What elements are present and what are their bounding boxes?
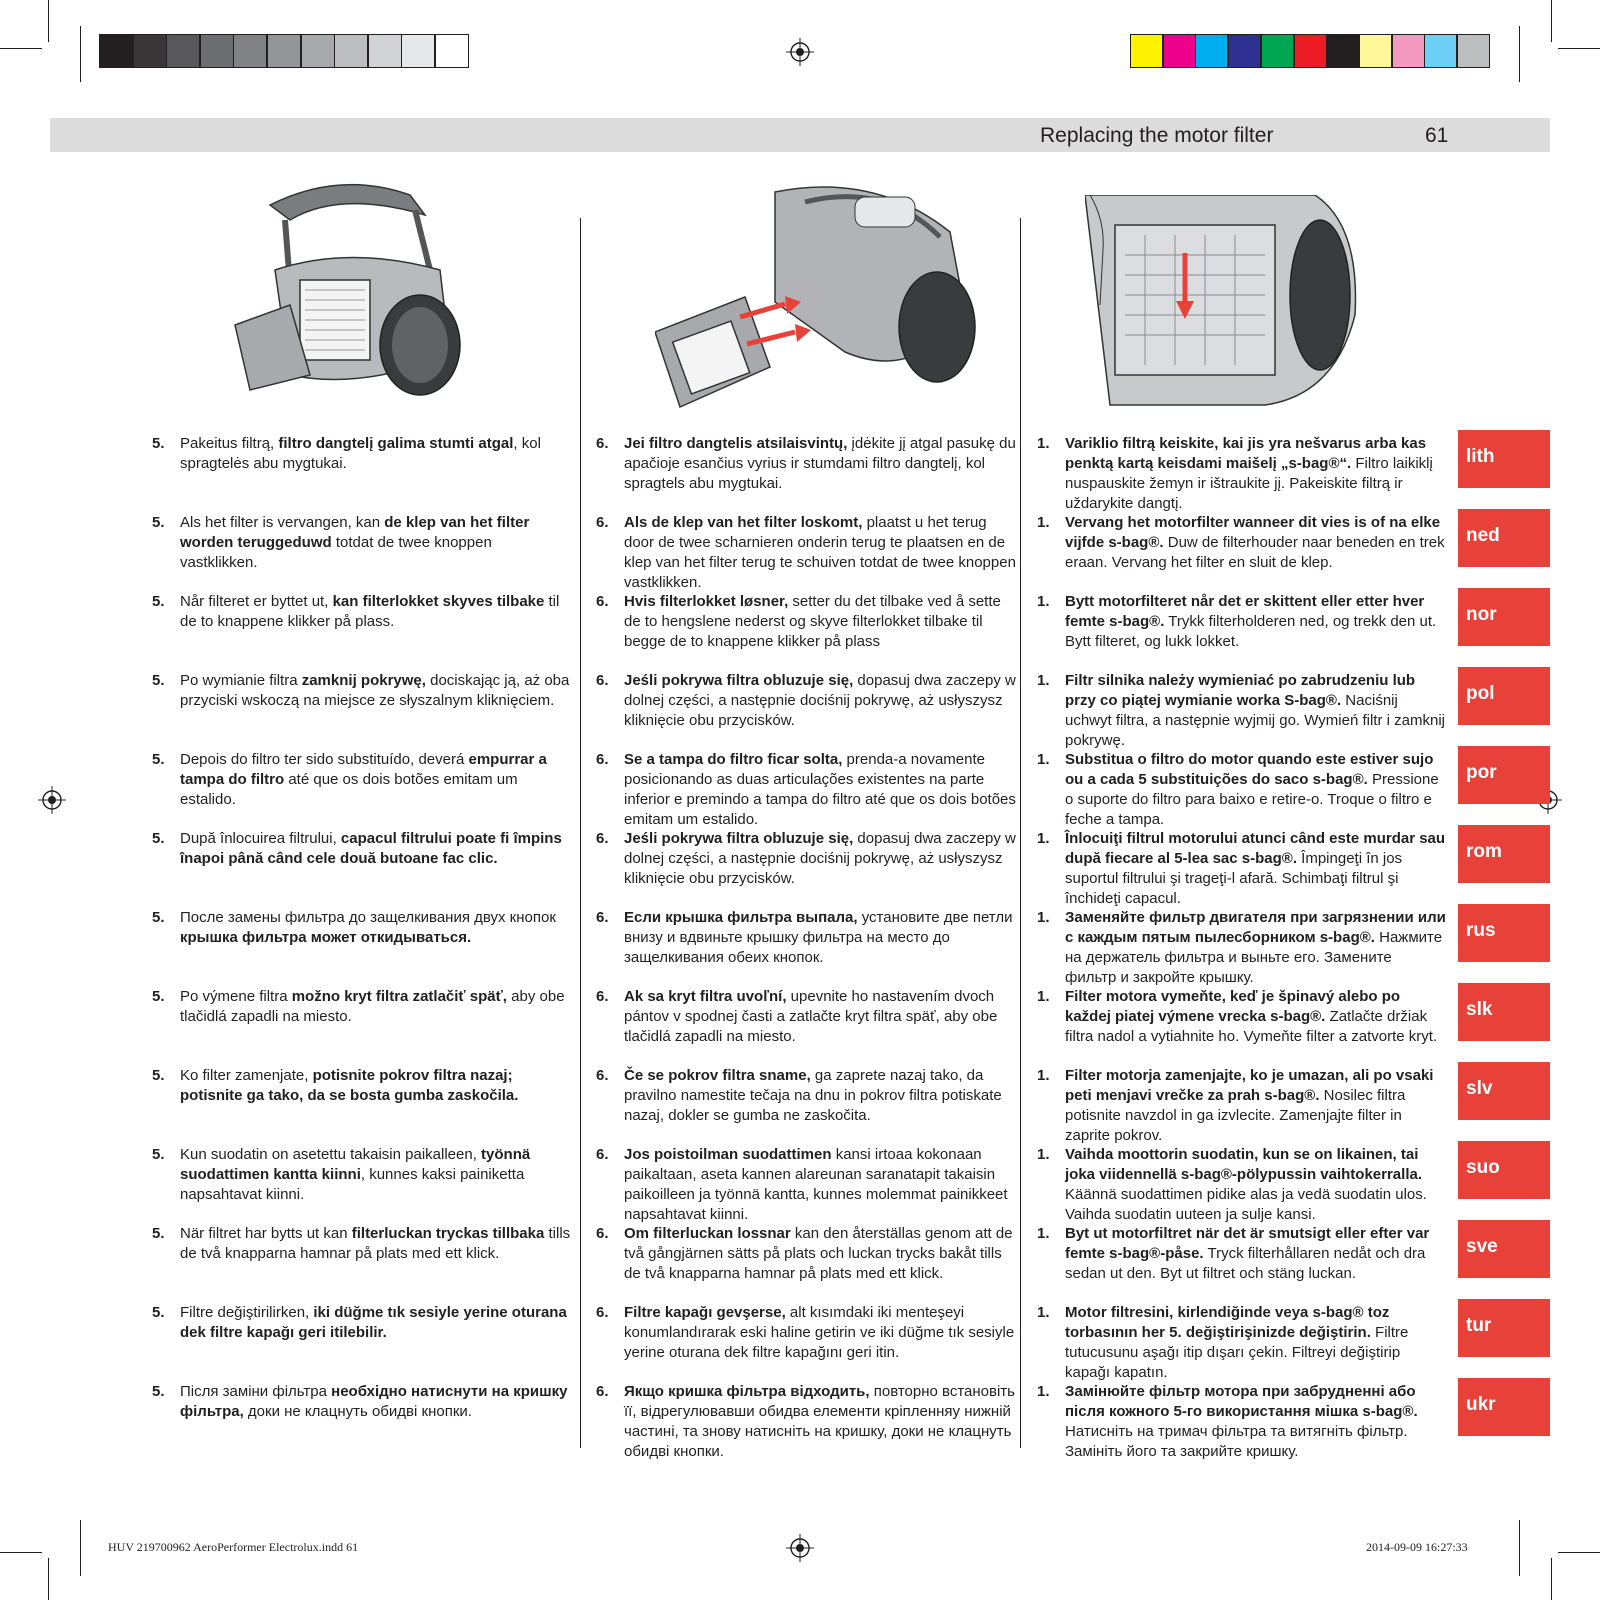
step-text	[1065, 1066, 1447, 1146]
column-divider	[580, 218, 581, 1448]
color-swatch	[1457, 34, 1490, 68]
color-swatch	[1392, 34, 1425, 68]
gray-swatch	[301, 34, 335, 68]
step-text-bold: Заменяйте фильтр двигателя при загрязнении или с каждым пятым пылесборником s-bag®.	[1065, 909, 1446, 946]
registration-mark-icon	[786, 38, 814, 66]
language-tab-rom: rom	[1458, 825, 1550, 883]
step-text-bold: Замінюйте фільтр мотора при забрудненні або після кожного 5-го використання мішка s-bag®.	[1065, 1383, 1418, 1420]
step-number: 5.	[152, 1225, 165, 1242]
page-number: 61	[1425, 124, 1449, 147]
step-number: 1.	[1037, 751, 1050, 768]
step-text	[180, 829, 572, 869]
gray-swatch	[166, 34, 200, 68]
step-text-bold: Filter motorja zamenjajte, ko je umazan, ali po vsaki peti menjavi vrečke za prah s-bag®.	[1065, 1067, 1434, 1104]
step-number: 5.	[152, 1146, 165, 1163]
gray-swatch	[368, 34, 402, 68]
step-text-bold: Jei filtro dangtelis atsilaisvintų,	[624, 435, 848, 452]
step-text-bold: zamknij pokrywę,	[301, 672, 426, 689]
step-number: 1.	[1037, 1225, 1050, 1242]
step-text-plain: Nosilec filtra potisnite navzdol in ga izvlecite. Zamenjajte filter in zaprite pokrov.	[1065, 1087, 1406, 1144]
color-swatch	[1424, 34, 1457, 68]
crop-mark	[0, 48, 42, 49]
step-text-plain: Kun suodatin on asetettu takaisin paikalleen,	[180, 1146, 482, 1163]
step-text-plain: upevnite ho nastavením dvoch pántov v spodnej časti a zatlačte kryt filtra späť, aby obe tlačidlá zapadli na miesto.	[624, 988, 998, 1045]
footer-file-name: HUV 219700962 AeroPerformer Electrolux.indd 61	[108, 1540, 359, 1554]
filter-cover-open-illustration	[230, 175, 470, 415]
step-text-plain: aby obe tlačidlá zapadli na miesto.	[180, 988, 565, 1025]
step-text	[180, 513, 572, 573]
step-text	[1065, 987, 1447, 1047]
footer-timestamp: 2014-09-09 16:27:33	[1366, 1540, 1468, 1554]
step-text-plain: dopasuj dwa zaczepy w dolnej części, a następnie dociśnij pokrywę, aż usłyszysz kliknięcie obu przycisków.	[624, 830, 1016, 887]
gray-swatch	[133, 34, 167, 68]
crop-mark	[1519, 1520, 1520, 1576]
step-text-bold: Filtre kapağı gevşerse,	[624, 1304, 786, 1321]
step-text-bold: možno kryt filtra zatlačiť späť,	[291, 988, 507, 1005]
step-number: 5.	[152, 593, 165, 610]
step-text	[1065, 1145, 1447, 1225]
registration-mark-icon	[786, 1534, 814, 1562]
step-text	[1065, 1382, 1447, 1462]
step-text-bold: Jos poistoilman suodattimen	[624, 1146, 832, 1163]
gray-swatch	[99, 34, 133, 68]
step-text	[1065, 908, 1447, 988]
step-text-plain: Натисніть на тримач фільтра та витягніть фільтр. Замініть його та закрийте кришку.	[1065, 1423, 1408, 1460]
step-text-plain: Zatlačte držiak filtra nadol a vytiahnite ho. Vymeňte filter a zatvorte kryt.	[1065, 1008, 1438, 1045]
step-text-bold: Byt ut motorfiltret när det är smutsigt eller efter var femte s-bag®-påse.	[1065, 1225, 1430, 1262]
crop-mark	[48, 1558, 49, 1600]
step-text-bold: крышка фильтра может откидываться.	[180, 929, 472, 946]
step-text-plain: Käännä suodattimen pidike alas ja vedä suodatin ulos. Vaihda suodatin uuteen ja sulje kansi.	[1065, 1186, 1427, 1223]
step-number: 1.	[1037, 435, 1050, 452]
step-text-plain: plaatst u het terug door de twee scharnieren onderin terug te plaatsen en de klep van het filter terug te schuiven totdat de twee knoppen vastklikken.	[624, 514, 1016, 591]
step-number: 6.	[596, 1304, 609, 1321]
step-number: 1.	[1037, 1304, 1050, 1321]
crop-mark	[1558, 48, 1600, 49]
step-number: 1.	[1037, 1146, 1050, 1163]
color-swatch	[1130, 34, 1163, 68]
step-text-plain: Po výmene filtra	[180, 988, 292, 1005]
step-text	[624, 1382, 1016, 1462]
step-number: 1.	[1037, 1067, 1050, 1084]
step-text-plain: Trykk filterholderen ned, og trekk den ut. Bytt filteret, og lukk lokket.	[1065, 613, 1437, 650]
step-text	[624, 987, 1016, 1047]
step-text	[624, 750, 1016, 830]
step-text-bold: filterluckan tryckas tillbaka	[351, 1225, 545, 1242]
step-text-plain: kansi irtoaa kokonaan paikaltaan, aseta kannen alareunan saranatapit takaisin paikoilleen ja työnnä kantta, kunnes molemmat painikkeet napsahtavat kiinni.	[624, 1146, 1008, 1223]
crop-mark	[1519, 26, 1520, 82]
step-text	[624, 592, 1016, 652]
step-text-bold: Якщо кришка фільтра відходить,	[624, 1383, 870, 1400]
step-text	[624, 1066, 1016, 1126]
step-text-plain: Duw de filterhouder naar beneden en trek eraan. Vervang het filter en sluit de klep.	[1065, 534, 1445, 571]
step-text-bold: Filter motora vymeňte, keď je špinavý alebo po každej piatej výmene vrecka s-bag®.	[1065, 988, 1401, 1025]
step-number: 6.	[596, 830, 609, 847]
crop-mark	[80, 26, 81, 82]
color-swatch	[1228, 34, 1261, 68]
gray-swatch	[233, 34, 267, 68]
step-text-bold: Če se pokrov filtra sname,	[624, 1067, 811, 1084]
step-number: 5.	[152, 514, 165, 531]
step-text	[624, 513, 1016, 593]
step-number: 5.	[152, 1304, 165, 1321]
language-tab-tur: tur	[1458, 1299, 1550, 1357]
step-text	[1065, 1224, 1447, 1284]
step-number: 6.	[596, 751, 609, 768]
step-text-plain: Filtre değiştirilirken,	[180, 1304, 314, 1321]
registration-mark-icon	[38, 786, 66, 814]
step-text	[624, 1224, 1016, 1284]
step-text-plain: , kunnes kaksi painiketta napsahtavat kiinni.	[180, 1166, 525, 1203]
step-text-bold: Если крышка фильтра выпала,	[624, 909, 858, 926]
step-text	[180, 987, 572, 1027]
step-text-bold: iki düğme tık sesiyle yerine oturana dek filtre kapağı geri itilebilir.	[180, 1304, 567, 1341]
header-bar	[50, 118, 1550, 152]
step-number: 1.	[1037, 988, 1050, 1005]
step-text	[624, 1303, 1016, 1363]
step-text	[624, 434, 1016, 494]
crop-mark	[1551, 0, 1552, 42]
step-text-plain: Filtro laikiklį nuspauskite žemyn ir ištraukite jį. Pakeiskite filtrą ir uždarykite dangtį.	[1065, 455, 1433, 512]
step-text-plain: После замены фильтра до защелкивания двух кнопок	[180, 909, 556, 926]
step-text-plain: prenda-a novamente posicionando as duas articulações existentes na parte inferior e premindo a tampa do filtro até que os dois botões emitam um estalido.	[624, 751, 1016, 828]
column-divider	[1020, 218, 1021, 1448]
step-text	[624, 829, 1016, 889]
step-number: 1.	[1037, 593, 1050, 610]
step-number: 5.	[152, 988, 165, 1005]
step-text-bold: необхідно натиснути на кришку фільтра,	[180, 1383, 568, 1420]
step-text-plain: įdėkite jį atgal pasukę du apačioje esančius vyrius ir stumdami filtro dangtelį, kol spragtels abu mygtukai.	[624, 435, 1016, 492]
step-text-bold: työnnä suodattimen kantta kiinni	[180, 1146, 531, 1183]
step-text-bold: Hvis filterlokket løsner,	[624, 593, 789, 610]
filter-cover-reattach-illustration	[655, 182, 980, 422]
step-text-plain: til de to knappene klikker på plass.	[180, 593, 560, 630]
step-text	[1065, 1303, 1447, 1383]
step-text-plain: alt kısımdaki iki menteşeyi konumlandırarak eski haline getirin ve iki düğme tık sesiyle yerine oturana dek filtre kapağını geri itin.	[624, 1304, 1015, 1361]
step-number: 1.	[1037, 830, 1050, 847]
color-swatch	[1195, 34, 1228, 68]
step-text	[1065, 513, 1447, 573]
color-swatch	[1326, 34, 1359, 68]
language-tab-pol: pol	[1458, 667, 1550, 725]
page-title: Replacing the motor filter	[1040, 124, 1274, 147]
step-text-bold: Ak sa kryt filtra uvoľní,	[624, 988, 787, 1005]
language-tab-sve: sve	[1458, 1220, 1550, 1278]
step-text	[180, 908, 572, 948]
step-number: 5.	[152, 672, 165, 689]
language-tab-rus: rus	[1458, 904, 1550, 962]
step-text	[1065, 750, 1447, 830]
color-swatch	[1359, 34, 1392, 68]
step-text-plain: När filtret har bytts ut kan	[180, 1225, 352, 1242]
step-text-plain: Tryck filterhållaren nedåt och dra sedan ut den. Byt ut filtret och stäng luckan.	[1065, 1245, 1426, 1282]
crop-mark	[80, 1520, 81, 1576]
step-text-plain: kan den återställas genom att de två gångjärnen sätts på plats och luckan trycks bakåt tills de två knapparna hamnar på plats med ett klick.	[624, 1225, 1013, 1282]
gray-swatch	[435, 34, 469, 68]
step-number: 6.	[596, 1067, 609, 1084]
step-number: 5.	[152, 751, 165, 768]
step-text-plain: , kol spragtelės abu mygtukai.	[180, 435, 541, 472]
step-text-bold: Jeśli pokrywa filtra obluzuje się,	[624, 830, 854, 847]
crop-mark	[0, 1552, 42, 1553]
step-number: 6.	[596, 1225, 609, 1242]
step-text	[180, 1066, 572, 1106]
language-tab-lith: lith	[1458, 430, 1550, 488]
language-tab-ukr: ukr	[1458, 1378, 1550, 1436]
step-text-plain: Depois do filtro ter sido substituído, deverá	[180, 751, 469, 768]
step-text-plain: După înlocuirea filtrului,	[180, 830, 341, 847]
step-text	[624, 908, 1016, 968]
step-number: 6.	[596, 909, 609, 926]
step-number: 5.	[152, 830, 165, 847]
step-text-plain: dociskając ją, aż oba przyciski wskoczą na miejsce ze słyszalnym kliknięciem.	[180, 672, 570, 709]
step-text-plain: Після заміни фільтра	[180, 1383, 332, 1400]
step-text-plain: Filtre tutucusunu aşağı itip dışarı çekin. Filtreyi değiştirip kapağı kapatın.	[1065, 1324, 1409, 1381]
step-number: 1.	[1037, 672, 1050, 689]
step-text-bold: Om filterluckan lossnar	[624, 1225, 791, 1242]
step-text-bold: Înlocuiţi filtrul motorului atunci când este murdar sau după fiecare al 5-lea sac s-bag®.	[1065, 830, 1446, 867]
step-text-bold: Filtr silnika należy wymieniać po zabrudzeniu lub przy co piątej wymianie worka S-bag®.	[1065, 672, 1416, 709]
step-text-bold: Vervang het motorfilter wanneer dit vies is of na elke vijfde s-bag®.	[1065, 514, 1441, 551]
step-text	[180, 1224, 572, 1264]
step-number: 6.	[596, 988, 609, 1005]
step-text	[180, 1382, 572, 1422]
step-text-bold: kan filterlokket skyves tilbake	[332, 593, 545, 610]
gray-swatch	[401, 34, 435, 68]
step-text	[624, 1145, 1016, 1225]
language-tab-ned: ned	[1458, 509, 1550, 567]
crop-mark	[48, 0, 49, 42]
language-tab-por: por	[1458, 746, 1550, 804]
step-text-plain: повторно встановіть її, відрегулювавши обидва елементи кріпленняу нижній частині, та знову натисніть на кришку, доки не клацнуть обидві кнопки.	[624, 1383, 1015, 1460]
language-tab-slk: slk	[1458, 983, 1550, 1041]
step-text	[1065, 592, 1447, 652]
step-text-bold: Motor filtresini, kirlendiğinde veya s-bag® toz torbasının her 5. değiştirişinizde değiştirin.	[1065, 1304, 1390, 1341]
step-text-plain: Pressione o suporte do filtro para baixo e retire-o. Troque o filtro e feche a tampa.	[1065, 771, 1439, 828]
step-text	[180, 671, 572, 711]
step-text-plain: ga zaprete nazaj tako, da pravilno namestite tečaja na dnu in pokrov filtra potiskate nazaj, dokler se gumba ne zaskočita.	[624, 1067, 1002, 1124]
step-text	[1065, 829, 1447, 909]
step-text	[180, 750, 572, 810]
step-text-plain: até que os dois botões emitam um estalido.	[180, 771, 518, 808]
step-number: 5.	[152, 1383, 165, 1400]
crop-mark	[1551, 1558, 1552, 1600]
step-text-plain: Naciśnij uchwyt filtra, a następnie wyjmij go. Wymień filtr i zamknij pokrywę.	[1065, 692, 1445, 749]
step-text	[180, 1145, 572, 1205]
gray-swatch	[200, 34, 234, 68]
language-tab-nor: nor	[1458, 588, 1550, 646]
step-text-bold: capacul filtrului poate fi împins înapoi până când cele două butoane fac clic.	[180, 830, 562, 867]
step-number: 6.	[596, 593, 609, 610]
step-text-plain: Po wymianie filtra	[180, 672, 302, 689]
language-tab-slv: slv	[1458, 1062, 1550, 1120]
step-text-plain: Pakeitus filtrą,	[180, 435, 279, 452]
step-number: 5.	[152, 909, 165, 926]
step-text-plain: Împingeţi în jos suportul filtrului şi trageţi-l afară. Schimbaţi filtrul şi închideţi capacul.	[1065, 850, 1403, 907]
color-swatch	[1261, 34, 1294, 68]
step-number: 6.	[596, 435, 609, 452]
step-text-bold: Bytt motorfilteret når det er skittent eller etter hver femte s-bag®.	[1065, 593, 1425, 630]
step-text-bold: empurrar a tampa do filtro	[180, 751, 547, 788]
step-text-plain: totdat de twee knoppen vastklikken.	[180, 534, 492, 571]
step-text-plain: setter du det tilbake ved å sette de to hengslene nederst og skyve filterlokket tilbake til begge de to knappene klikker på plass	[624, 593, 1001, 650]
step-text-plain: Als het filter is vervangen, kan	[180, 514, 385, 531]
step-text	[1065, 671, 1447, 751]
step-text-plain: Når filteret er byttet ut,	[180, 593, 333, 610]
step-number: 1.	[1037, 1383, 1050, 1400]
step-text	[180, 434, 572, 474]
step-text	[1065, 434, 1447, 514]
step-text-plain: установите две петли внизу и вдвиньте крышку фильтра на место до защелкивания обеих кнопок.	[624, 909, 1013, 966]
gray-swatch	[267, 34, 301, 68]
step-text-bold: Variklio filtrą keiskite, kai jis yra nešvarus arba kas penktą kartą keisdami maišelį „s-bag®“.	[1065, 435, 1427, 472]
step-text-bold: Als de klep van het filter loskomt,	[624, 514, 863, 531]
step-number: 6.	[596, 672, 609, 689]
color-swatch	[1163, 34, 1196, 68]
step-text	[180, 1303, 572, 1343]
step-text-bold: Substitua o filtro do motor quando este estiver sujo ou a cada 5 substituições do saco s-bag®.	[1065, 751, 1434, 788]
step-text-plain: tills de två knapparna hamnar på plats med ett klick.	[180, 1225, 571, 1262]
step-text-plain: доки не клацнуть обидві кнопки.	[243, 1403, 472, 1420]
step-text-bold: de klep van het filter worden teruggeduwd	[180, 514, 530, 551]
step-text-bold: Jeśli pokrywa filtra obluzuje się,	[624, 672, 854, 689]
step-text-bold: potisnite pokrov filtra nazaj; potisnite ga tako, da se bosta gumba zaskočila.	[180, 1067, 519, 1104]
step-text	[624, 671, 1016, 731]
color-swatch	[1294, 34, 1327, 68]
step-text-plain: Ko filter zamenjate,	[180, 1067, 313, 1084]
step-text-bold: Vaihda moottorin suodatin, kun se on likainen, tai joka viidennellä s-bag®-pölypussin vaihtokerralla.	[1065, 1146, 1422, 1183]
step-number: 6.	[596, 1383, 609, 1400]
step-text-bold: filtro dangtelį galima stumti atgal	[278, 435, 514, 452]
step-text-bold: Se a tampa do filtro ficar solta,	[624, 751, 843, 768]
step-text-plain: Нажмите на держатель фильтра и выньте его. Замените фильтр и закройте крышку.	[1065, 929, 1443, 986]
step-number: 5.	[152, 435, 165, 452]
gray-swatch	[334, 34, 368, 68]
step-text-plain: dopasuj dwa zaczepy w dolnej części, a następnie dociśnij pokrywę, aż usłyszysz kliknięcie obu przycisków.	[624, 672, 1016, 729]
filter-holder-press-illustration	[1085, 195, 1360, 410]
step-number: 5.	[152, 1067, 165, 1084]
step-number: 6.	[596, 1146, 609, 1163]
language-tab-suo: suo	[1458, 1141, 1550, 1199]
crop-mark	[1558, 1552, 1600, 1553]
step-text	[180, 592, 572, 632]
step-number: 1.	[1037, 909, 1050, 926]
step-number: 6.	[596, 514, 609, 531]
step-number: 1.	[1037, 514, 1050, 531]
